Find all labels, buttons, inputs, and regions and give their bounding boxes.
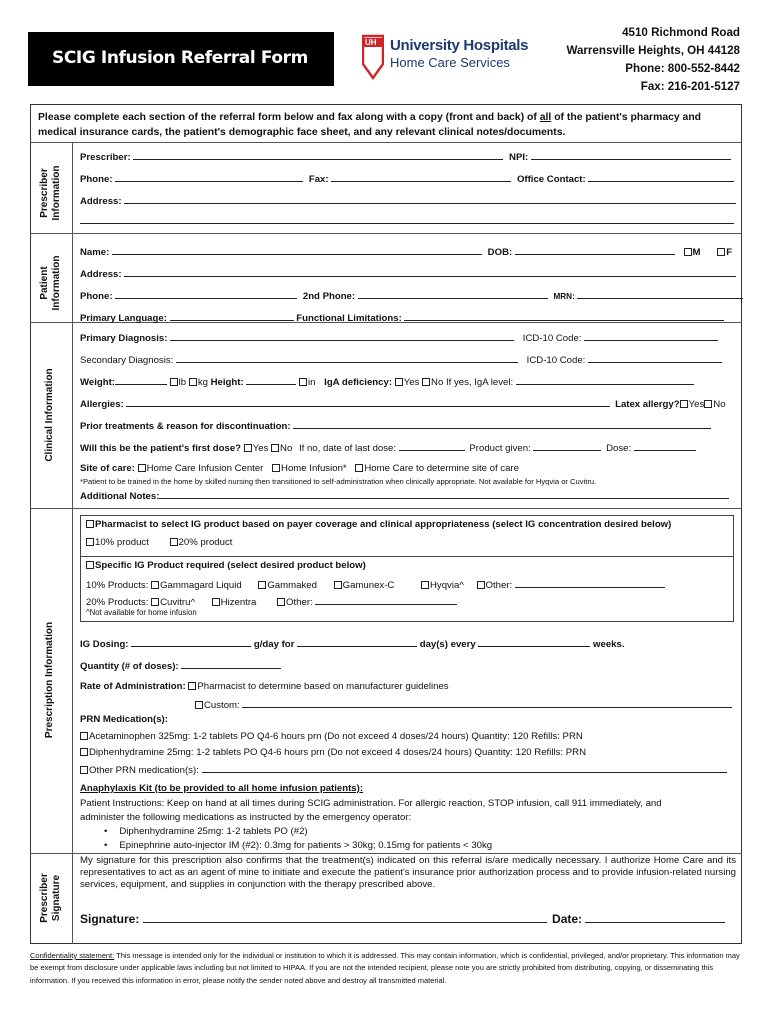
other10-field[interactable] xyxy=(515,578,665,588)
site-determine-checkbox[interactable] xyxy=(355,464,363,472)
divider xyxy=(30,853,742,854)
prn-acetaminophen-row: Acetaminophen 325mg: 1-2 tablets PO Q4-6 hours prn (Do not exceed 4 doses/24 hours) Quantity: 120 Refills: PRN xyxy=(80,731,583,742)
patient-address-row: Address: xyxy=(80,267,736,280)
dose-field[interactable] xyxy=(634,441,696,451)
section-label-prescriber: Prescriber Information xyxy=(39,165,62,221)
org-name: University Hospitals xyxy=(390,37,529,54)
second-phone-field[interactable] xyxy=(358,289,548,299)
specific-product-row: Specific IG Product required (select desired product below) xyxy=(86,560,366,571)
fax: Fax: 216-201-5127 xyxy=(640,80,740,93)
concentration-row: 10% product 20% product xyxy=(86,537,232,548)
allergies-row: Allergies: Latex allergy? Yes No xyxy=(80,399,726,410)
latex-yes-checkbox[interactable] xyxy=(680,400,688,408)
signature-row: Signature: Date: xyxy=(80,911,725,926)
prn-acetaminophen-checkbox[interactable] xyxy=(80,732,88,740)
kg-checkbox[interactable] xyxy=(189,378,197,386)
iga-no-checkbox[interactable] xyxy=(422,378,430,386)
patient-address-field[interactable] xyxy=(124,267,736,277)
gamunex-checkbox[interactable] xyxy=(334,581,342,589)
iga-level-field[interactable] xyxy=(516,375,694,385)
prn-other-checkbox[interactable] xyxy=(80,766,88,774)
address-line-2: Warrensville Heights, OH 44128 xyxy=(566,44,740,57)
pharmacist-select-checkbox[interactable] xyxy=(86,520,94,528)
in-checkbox[interactable] xyxy=(299,378,307,386)
prescriber-fax-field[interactable] xyxy=(331,172,511,182)
ig-days-field[interactable] xyxy=(297,637,417,647)
confidentiality-statement: Confidentiality statement: This message is intended only for the individual or institution to which it is addressed. This may contain information, which is confidential, privileged, and/or proprietary. This information may be exempt from disclosure under applicable laws including but not limited to HIPAA. If you are not the intended recipient, please note you are strictly prohibited from distributing, copying, or disseminating this information. If you received this information in error, please notify the sender noted above and destroy all transmitted material. xyxy=(30,951,740,985)
hyqvia-checkbox[interactable] xyxy=(421,581,429,589)
section-label-clinical: Clinical Information xyxy=(44,368,55,462)
primary-dx-row: Primary Diagnosis: ICD-10 Code: xyxy=(80,331,718,344)
rate-row: Rate of Administration: Pharmacist to determine based on manufacturer guidelines xyxy=(80,681,449,692)
section-label-signature: Prescriber Signature xyxy=(39,873,62,923)
prescriber-address-field[interactable] xyxy=(124,194,736,204)
secondary-dx-row: Secondary Diagnosis: ICD-10 Code: xyxy=(80,353,722,366)
section-label-prescription: Prescription Information xyxy=(44,621,55,739)
rate-custom-row: Custom: xyxy=(195,698,732,711)
prescriber-field[interactable] xyxy=(133,150,503,160)
specific-product-checkbox[interactable] xyxy=(86,561,94,569)
weight-row: Weight: lb kg Height: in IgA deficiency: Yes No If yes, IgA level: xyxy=(80,375,694,388)
ig-dosing-row: IG Dosing: g/day for day(s) every weeks. xyxy=(80,639,625,650)
other10-checkbox[interactable] xyxy=(477,581,485,589)
primary-dx-field[interactable] xyxy=(170,331,514,341)
patient-name-field[interactable] xyxy=(112,245,482,255)
first-dose-yes-checkbox[interactable] xyxy=(244,444,252,452)
height-field[interactable] xyxy=(246,375,296,385)
site-of-care-row: Site of care: Home Care Infusion Center Home Infusion* Home Care to determine site of care xyxy=(80,463,519,474)
signature-statement: My signature for this prescription also confirms that the treatment(s) indicated on this referral is/are medically necessary. I authorize Home Care and its representatives to act as an agent of mine to initiate and execute the patient's insurance prior authorization process and to provide infusion-related nursing services, equipment, and supplies in conjunction with the therapy prescribed above. xyxy=(80,855,736,890)
pharmacist-select-row: Pharmacist to select IG product based on payer coverage and clinical appropriateness (select IG concentration desired below) xyxy=(86,519,671,530)
prn-other-field[interactable] xyxy=(202,763,727,773)
org-subtitle: Home Care Services xyxy=(390,55,510,70)
npi-field[interactable] xyxy=(531,150,731,160)
prior-treatments-row: Prior treatments & reason for discontinuation: xyxy=(80,419,711,432)
prescriber-address-line-2[interactable] xyxy=(80,223,734,224)
prescriber-row: Prescriber: NPI: xyxy=(80,150,731,163)
first-dose-row: Will this be the patient's first dose? Yes No If no, date of last dose: Product given: Dose: xyxy=(80,441,696,454)
allergies-field[interactable] xyxy=(126,397,610,407)
divider xyxy=(30,508,742,509)
anaphylaxis-title: Anaphylaxis Kit (to be provided to all home infusion patients): xyxy=(80,783,364,794)
ig-grams-field[interactable] xyxy=(131,637,251,647)
last-dose-field[interactable] xyxy=(399,441,465,451)
additional-notes-row: Additional Notes: xyxy=(80,489,729,502)
home-infusion-note: ^Not available for home infusion xyxy=(86,608,197,617)
rate-pharmacist-checkbox[interactable] xyxy=(188,682,196,690)
divider xyxy=(30,233,742,234)
column-divider xyxy=(72,142,73,944)
first-dose-no-checkbox[interactable] xyxy=(271,444,279,452)
anaphylaxis-text-1: Patient Instructions: Keep on hand at all times during SCIG administration. For allergic reaction, STOP infusion, call 911 immediately, and xyxy=(80,798,662,809)
uh-logo: UH xyxy=(362,34,384,80)
products10-row: 10% Products: Gammagard Liquid Gammaked Gamunex-C Hyqvia^ Other: xyxy=(86,578,665,591)
other20-field[interactable] xyxy=(315,595,457,605)
quantity-field[interactable] xyxy=(181,659,281,669)
gammaked-checkbox[interactable] xyxy=(258,581,266,589)
divider xyxy=(30,142,742,143)
quantity-row: Quantity (# of doses): xyxy=(80,659,281,672)
site-note: *Patient to be trained in the home by skilled nursing then transitioned to self-administration when clinically appropriate. Not available for Hyqvia or Cuvitru. xyxy=(80,477,597,486)
prn-diphenhydramine-checkbox[interactable] xyxy=(80,748,88,756)
pct10-checkbox[interactable] xyxy=(86,538,94,546)
products20-row: 20% Products: Cuvitru^ Hizentra Other: xyxy=(86,595,457,608)
instructions: Please complete each section of the referral form below and fax along with a copy (front and back) of all of the patient's pharmacy and medical insurance cards, the patient's demographic face sheet, and any relevant clinical notes/documents. xyxy=(38,112,702,138)
cuvitru-checkbox[interactable] xyxy=(151,598,159,606)
secondary-dx-field[interactable] xyxy=(176,353,518,363)
sex-m-checkbox[interactable] xyxy=(684,248,692,256)
latex-no-checkbox[interactable] xyxy=(704,400,712,408)
ig-weeks-field[interactable] xyxy=(478,637,590,647)
dob-field[interactable] xyxy=(515,245,675,255)
patient-phone-field[interactable] xyxy=(115,289,297,299)
office-contact-field[interactable] xyxy=(588,172,734,182)
phone: Phone: 800-552-8442 xyxy=(625,62,740,75)
icd2-field[interactable] xyxy=(588,353,722,363)
prn-other-row: Other PRN medication(s): xyxy=(80,763,727,776)
patient-language-row: Primary Language: Functional Limitations: xyxy=(80,311,724,324)
anaphylaxis-bullet-1: • Diphenhydramine 25mg: 1-2 tablets PO (#2) xyxy=(104,826,308,837)
site-infusion-center-checkbox[interactable] xyxy=(138,464,146,472)
form-title: SCIG Infusion Referral Form xyxy=(52,48,308,68)
icd1-field[interactable] xyxy=(584,331,718,341)
anaphylaxis-text-2: administer the following medications as instructed by the emergency operator: xyxy=(80,812,412,823)
section-label-patient: Patient Information xyxy=(39,255,62,311)
address-line-1: 4510 Richmond Road xyxy=(622,26,740,39)
hizentra-checkbox[interactable] xyxy=(212,598,220,606)
weight-field[interactable] xyxy=(115,375,167,385)
patient-name-row: Name: DOB: M F xyxy=(80,247,733,258)
signature-field[interactable] xyxy=(143,911,547,923)
iga-yes-checkbox[interactable] xyxy=(395,378,403,386)
prescriber-phone-field[interactable] xyxy=(115,172,303,182)
gammagard-checkbox[interactable] xyxy=(151,581,159,589)
other20-checkbox[interactable] xyxy=(277,598,285,606)
rate-custom-checkbox[interactable] xyxy=(195,701,203,709)
prior-treatments-field[interactable] xyxy=(293,419,711,429)
patient-phone-row: Phone: 2nd Phone: MRN: xyxy=(80,289,743,302)
site-home-infusion-checkbox[interactable] xyxy=(272,464,280,472)
date-field[interactable] xyxy=(585,911,725,923)
limitations-field[interactable] xyxy=(404,311,724,321)
prescriber-phone-row: Phone: Fax: Office Contact: xyxy=(80,172,734,185)
product-given-field[interactable] xyxy=(533,441,601,451)
anaphylaxis-bullet-2: • Epinephrine auto-injector IM (#2): 0.3mg for patients > 30kg; 0.15mg for patients < 30kg xyxy=(104,840,493,851)
lb-checkbox[interactable] xyxy=(170,378,178,386)
sex-f-checkbox[interactable] xyxy=(717,248,725,256)
pct20-checkbox[interactable] xyxy=(170,538,178,546)
rate-custom-field[interactable] xyxy=(242,698,732,708)
prn-diphenhydramine-row: Diphenhydramine 25mg: 1-2 tablets PO Q4-6 hours prn (Do not exceed 4 doses/24 hours) Quantity: 120 Refills: PRN xyxy=(80,747,586,758)
additional-notes-field[interactable] xyxy=(159,489,729,499)
mrn-field[interactable] xyxy=(577,289,743,299)
language-field[interactable] xyxy=(170,311,294,321)
prn-title: PRN Medication(s): xyxy=(80,714,168,725)
prescriber-address-row: Address: xyxy=(80,194,736,207)
